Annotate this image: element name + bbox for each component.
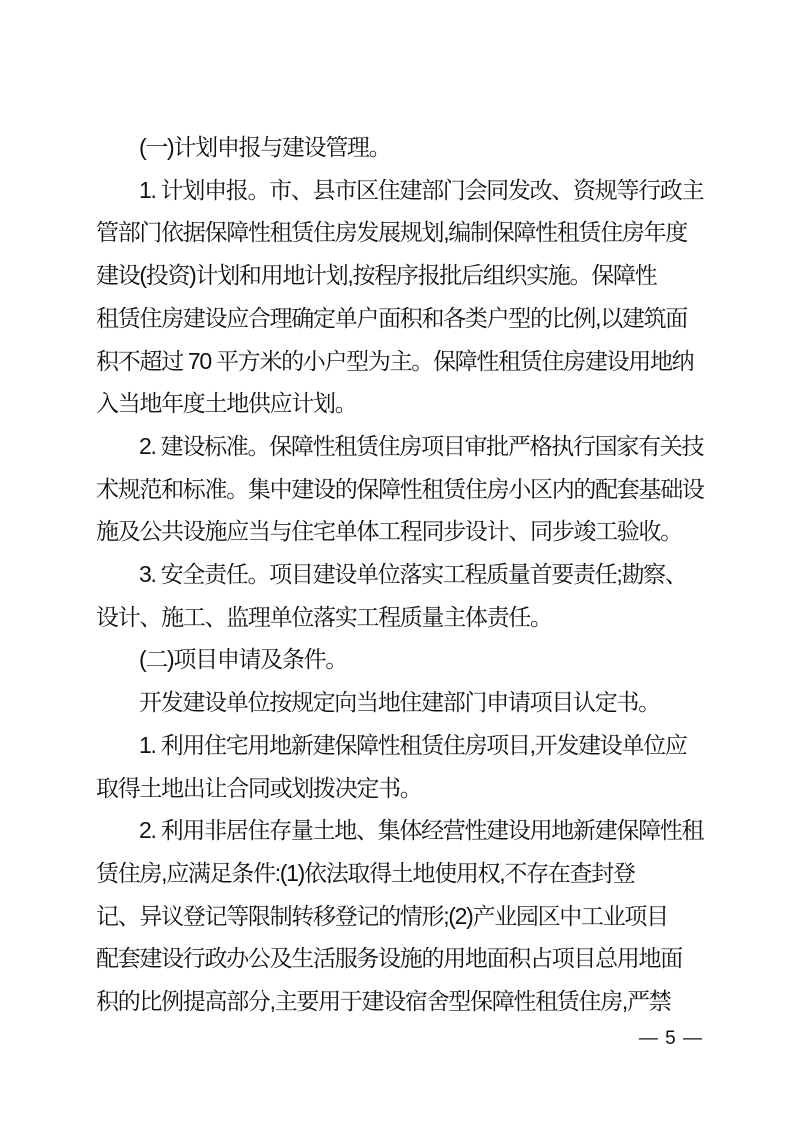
- text-line: 积不超过 70 平方米的小户型为主。保障性租赁住房建设用地纳: [96, 347, 694, 374]
- text-line: 1. 计划申报。市、县市区住建部门会同发改、资规等行政主: [139, 176, 704, 203]
- text-line: 租赁住房建设应合理确定单户面积和各类户型的比例,以建筑面: [96, 304, 687, 331]
- text-line: 2. 建设标准。保障性租赁住房项目审批严格执行国家有关技: [139, 432, 704, 459]
- text-line: 取得土地出让合同或划拨决定书。: [96, 774, 422, 801]
- text-line: 设计、施工、监理单位落实工程质量主体责任。: [96, 603, 552, 630]
- text-line: 术规范和标准。集中建设的保障性租赁住房小区内的配套基础设: [96, 475, 704, 502]
- text-line: 赁住房,应满足条件:(1)依法取得土地使用权,不存在查封登: [96, 859, 635, 886]
- text-line: 2. 利用非居住存量土地、集体经营性建设用地新建保障性租: [139, 817, 704, 844]
- text-line: 记、异议登记等限制转移登记的情形;(2)产业园区中工业项目: [96, 902, 668, 929]
- text-line: 积的比例提高部分,主要用于建设宿舍型保障性租赁住房,严禁: [96, 988, 671, 1015]
- text-line: 1. 利用住宅用地新建保障性租赁住房项目,开发建设单位应: [139, 731, 687, 758]
- text-line: 管部门依据保障性租赁住房发展规划,编制保障性租赁住房年度: [96, 219, 687, 246]
- page-number: — 5 —: [638, 1028, 703, 1049]
- document-body: [96, 126, 703, 1023]
- text-line: 入当地年度土地供应计划。: [96, 390, 357, 417]
- text-line: (二)项目申请及条件。: [139, 646, 348, 673]
- text-line: 建设(投资)计划和用地计划,按程序报批后组织实施。保障性: [96, 262, 657, 289]
- text-line: 配套建设行政办公及生活服务设施的用地面积占项目总用地面: [96, 945, 682, 972]
- text-line: 开发建设单位按规定向当地住建部门申请项目认定书。: [139, 689, 660, 716]
- text-line: (一)计划申报与建设管理。: [139, 134, 391, 160]
- text-line: 3. 安全责任。项目建设单位落实工程质量首要责任;勘察、: [139, 561, 687, 588]
- text-line: 施及公共设施应当与住宅单体工程同步设计、同步竣工验收。: [96, 518, 682, 545]
